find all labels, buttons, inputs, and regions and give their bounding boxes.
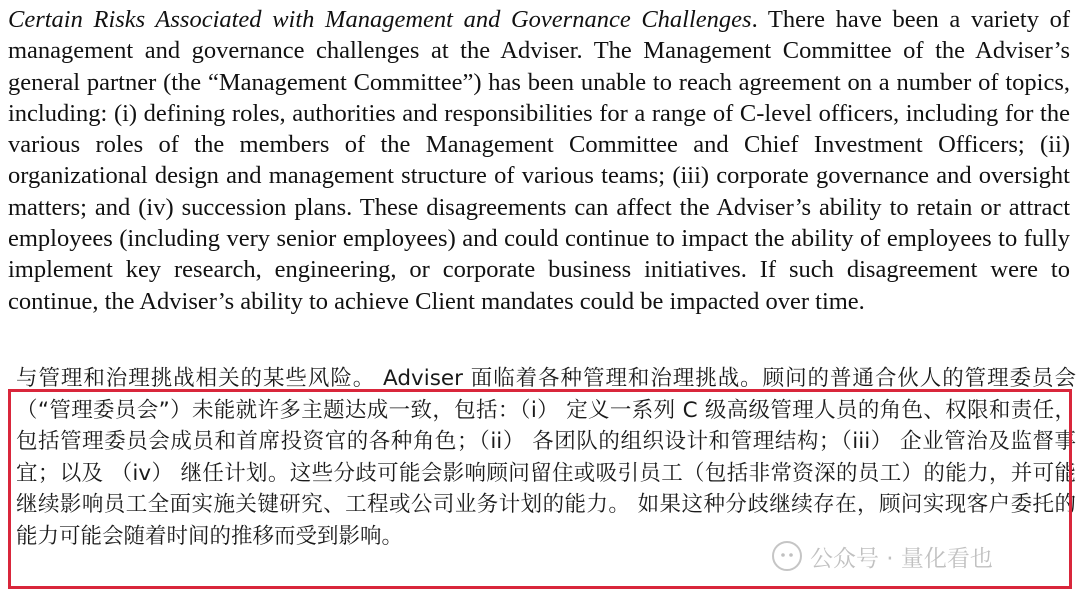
risk-heading: Certain Risks Associated with Management and Governance Challenges <box>8 6 752 33</box>
chinese-paragraph: 与管理和治理挑战相关的某些风险。 Adviser 面临着各种管理和治理挑战。顾问的普通合伙人的管理委员会（“管理委员会”）未能就许多主题达成一致，包括：（i） 定义一系列 C 级高级管理人员的角色、权限和责任，包括管理委员会成员和首席投资官的各种角色；（ii） 各团队的组织设计和管理结构；（iii） 企业管治及监督事宜；以及 （iv） 继任计划。这些分歧可能会影响顾问留住或吸引员工（包括非常资深的员工）的能力，并可能继续影响员工全面实施关键研究、工程或公司业务计划的能力。 如果这种分歧继续存在，顾问实现客户委托的能力可能会随着时间的推移而受到影响。 <box>16 366 1076 549</box>
watermark-text: 公众号 · 量化看也 <box>810 545 993 572</box>
english-body-text: . There have been a variety of management and governance challenges at the Adviser. The Management Committee of the Adviser’s general partner (the “Management Committee”) has been unable to reach agreement on a number of topics, including: (i) defining roles, authorities and responsibilities for a range of C-level officers, including for the various roles of the members of the Management Committee and Chief Investment Officers; (ii) organizational design and management structure of various teams; (iii) corporate governance and oversight matters; and (iv) succession plans. These disagreements can affect the Adviser’s ability to retain or attract employees (including very senior employees) and could continue to impact the ability of employees to fully implement key research, engineering, or corporate business initiatives. If such disagreement were to continue, the Adviser’s ability to achieve Client mandates could be impacted over time. <box>8 6 1071 315</box>
english-paragraph <box>8 4 1070 317</box>
